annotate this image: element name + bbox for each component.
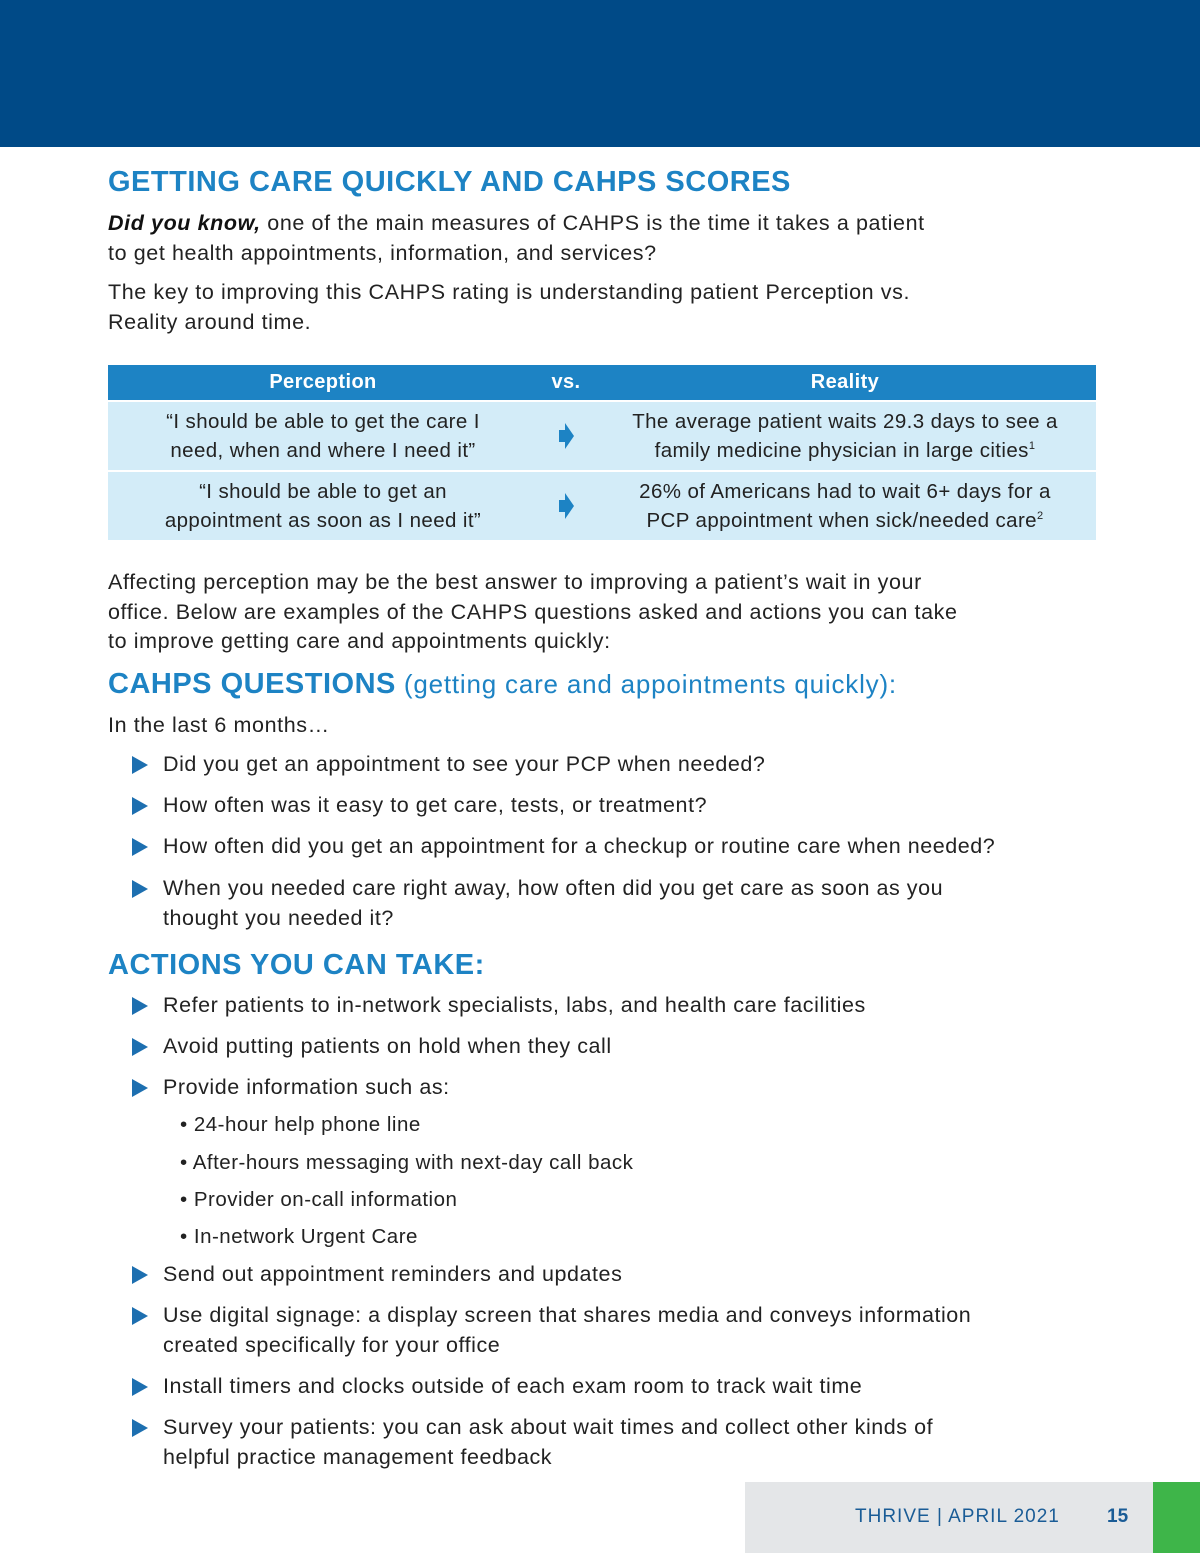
- sub-list-item: • 24-hour help phone line: [180, 1113, 421, 1136]
- perception-text-line: “I should be able to get the care I: [166, 409, 480, 433]
- info-sub-list: [180, 1223, 418, 1251]
- key-line-1: The key to improving this CAHPS rating is understanding patient Perception vs.: [108, 280, 911, 304]
- sub-list-item: • In-network Urgent Care: [180, 1225, 418, 1248]
- key-line-2: Reality around time.: [108, 309, 312, 334]
- action-text: Install timers and clocks outside of each exam room to track wait time: [163, 1374, 863, 1398]
- action-text: Send out appointment reminders and updates: [163, 1262, 623, 1286]
- triangle-bullet-icon: [132, 880, 148, 898]
- top-banner: [0, 0, 1200, 147]
- footer-green-tab: [1153, 1482, 1200, 1553]
- section-heading-cahps-questions: [108, 668, 897, 701]
- header-perception: Perception: [269, 371, 377, 393]
- info-sub-list: [180, 1186, 457, 1214]
- questions-list: [132, 750, 1102, 780]
- action-text: Provide information such as:: [163, 1075, 450, 1099]
- reality-text-line: 26% of Americans had to wait 6+ days for a: [639, 479, 1051, 503]
- action-text: Survey your patients: you can ask about wait times and collect other kinds of: [163, 1415, 934, 1439]
- question-text: How often was it easy to get care, tests, or treatment?: [163, 793, 708, 817]
- triangle-bullet-icon: [132, 1378, 148, 1396]
- actions-list: [132, 1073, 1102, 1103]
- table-row: [108, 472, 1096, 540]
- perception-text-line: “I should be able to get an: [199, 479, 447, 503]
- actions-list: [132, 1260, 1102, 1290]
- list-item: [132, 1372, 1102, 1402]
- reality-cell: [594, 407, 1096, 466]
- footer-publication: THRIVE | APRIL 2021: [855, 1506, 1060, 1527]
- actions-list: [132, 1301, 1102, 1360]
- table-row: [108, 402, 1096, 470]
- intro-paragraph: [108, 209, 1098, 268]
- intro-bold-lead: Did you know,: [108, 211, 261, 235]
- actions-list: [132, 1413, 1102, 1472]
- table-header-row: [108, 365, 1096, 400]
- info-sub-list: [180, 1149, 633, 1177]
- action-text: Refer patients to in-network specialists, labs, and health care facilities: [163, 993, 866, 1017]
- triangle-bullet-icon: [132, 756, 148, 774]
- cahps-questions-subtitle: (getting care and appointments quickly):: [395, 669, 897, 699]
- reality-cell: [594, 477, 1096, 536]
- perception-cell: [108, 407, 538, 466]
- list-item: [132, 874, 1102, 933]
- action-text: Avoid putting patients on hold when they call: [163, 1034, 612, 1058]
- triangle-bullet-icon: [132, 997, 148, 1015]
- list-item: [132, 1301, 1102, 1360]
- questions-list: [132, 874, 1102, 933]
- reality-text-line: family medicine physician in large cities: [654, 439, 1029, 462]
- intro-line-2: to get health appointments, information, and services?: [108, 240, 657, 265]
- question-text: Did you get an appointment to see your PCP when needed?: [163, 752, 766, 776]
- perception-cell: [108, 477, 538, 536]
- list-item: [132, 791, 1102, 821]
- info-sub-list: [180, 1111, 421, 1139]
- header-reality: Reality: [810, 371, 880, 393]
- questions-list: [132, 832, 1102, 862]
- page-number: 15: [1107, 1506, 1129, 1527]
- intro-line-1: one of the main measures of CAHPS is the time it takes a patient: [260, 211, 925, 235]
- list-item: [132, 1032, 1102, 1062]
- footnote-marker: 2: [1036, 510, 1044, 523]
- affecting-paragraph: [108, 568, 1098, 657]
- actions-list: [132, 1032, 1102, 1062]
- triangle-bullet-icon: [132, 797, 148, 815]
- action-text: helpful practice management feedback: [163, 1444, 553, 1469]
- actions-list: [132, 991, 1102, 1021]
- section-heading-actions: ACTIONS YOU CAN TAKE:: [108, 949, 485, 981]
- key-paragraph: [108, 278, 1098, 337]
- affecting-line-1: Affecting perception may be the best answer to improving a patient’s wait in your: [108, 570, 922, 594]
- list-item: [132, 832, 1102, 862]
- reality-text-line: PCP appointment when sick/needed care: [646, 509, 1037, 532]
- perception-text-line: need, when and where I need it”: [170, 439, 476, 462]
- perception-reality-table: [108, 365, 1096, 540]
- list-item: [132, 1413, 1102, 1472]
- perception-text-line: appointment as soon as I need it”: [164, 509, 482, 532]
- list-item: [132, 750, 1102, 780]
- triangle-bullet-icon: [132, 1419, 148, 1437]
- question-text: When you needed care right away, how often did you get care as soon as you: [163, 876, 944, 900]
- affecting-line-2: office. Below are examples of the CAHPS questions asked and actions you can take: [108, 599, 958, 624]
- footnote-marker: 1: [1028, 440, 1036, 453]
- affecting-line-3: to improve getting care and appointments quickly:: [108, 629, 611, 653]
- triangle-bullet-icon: [132, 1307, 148, 1325]
- question-text: How often did you get an appointment for a checkup or routine care when needed?: [163, 834, 996, 858]
- list-item: [132, 1260, 1102, 1290]
- triangle-bullet-icon: [132, 1038, 148, 1056]
- arrow-right-icon: [538, 421, 594, 451]
- section-heading-care-quickly: GETTING CARE QUICKLY AND CAHPS SCORES: [108, 166, 791, 198]
- cahps-questions-title: CAHPS QUESTIONS: [108, 668, 396, 700]
- triangle-bullet-icon: [132, 1266, 148, 1284]
- triangle-bullet-icon: [132, 838, 148, 856]
- questions-lead: In the last 6 months…: [108, 713, 330, 737]
- sub-list-item: • Provider on-call information: [180, 1188, 458, 1211]
- reality-text-line: The average patient waits 29.3 days to see a: [632, 409, 1058, 433]
- action-text: Use digital signage: a display screen that shares media and conveys information: [163, 1303, 972, 1327]
- list-item: [132, 991, 1102, 1021]
- sub-list-item: • After-hours messaging with next-day call back: [180, 1151, 634, 1174]
- actions-list: [132, 1372, 1102, 1402]
- list-item: [132, 1073, 1102, 1103]
- questions-list: [132, 791, 1102, 821]
- triangle-bullet-icon: [132, 1079, 148, 1097]
- header-vs: vs.: [551, 371, 581, 393]
- question-text: thought you needed it?: [163, 905, 394, 930]
- action-text: created specifically for your office: [163, 1332, 501, 1357]
- arrow-right-icon: [538, 491, 594, 521]
